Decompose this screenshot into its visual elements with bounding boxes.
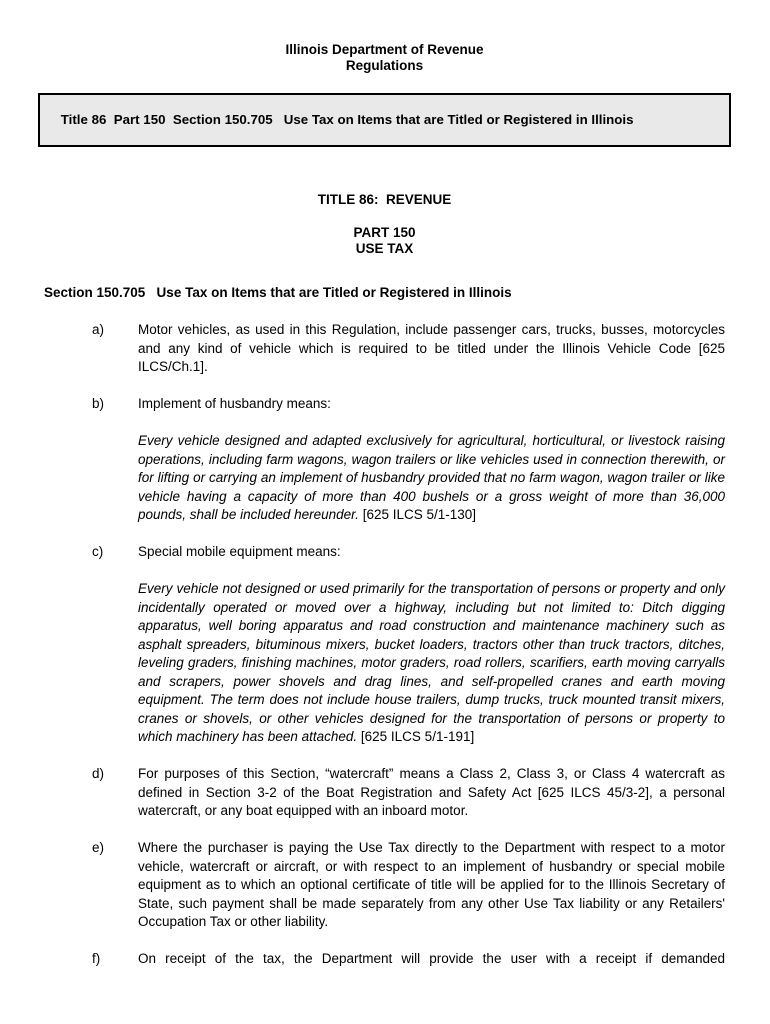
list-item-a: [92, 321, 725, 377]
part-heading-block: [44, 225, 725, 256]
list-item-e: [92, 839, 725, 932]
title-bar: [38, 93, 731, 147]
item-text-f: On receipt of the tax, the Department will provide the user with a receipt if demanded: [138, 951, 725, 966]
item-text-a: Motor vehicles, as used in this Regulation, include passenger cars, trucks, busses, motorcycles and any kind of vehicle which is required to be titled under the Illinois Vehicle Code [625 ILCS/Ch.1].: [138, 322, 725, 374]
item-label-b: b): [92, 396, 105, 411]
item-label-f: f): [92, 951, 101, 966]
item-text-b: Implement of husbandry means:: [138, 396, 331, 411]
section-heading: Section 150.705 Use Tax on Items that are Titled or Registered in Illinois: [44, 285, 512, 300]
header-line-1: Illinois Department of Revenue: [285, 42, 484, 57]
title-heading: TITLE 86: REVENUE: [317, 192, 452, 207]
list-item-b: [92, 395, 725, 414]
document-header: [44, 42, 725, 73]
definition-text-b: Every vehicle designed and adapted exclusively for agricultural, horticultural, or livestock raising operations, including farm wagons, wagon trailers or like vehicles used in connection therewith, or for lifting or carrying an implement of husbandry provided that no farm wagon, wagon trailer or like vehicle having a capacity of more than 400 bushels or a gross weight of more than 36,000 pounds, shall be included hereunder.: [138, 433, 725, 522]
list-item-c: [92, 543, 725, 562]
definition-text-c: Every vehicle not designed or used primarily for the transportation of persons or property and only incidentally operated or moved over a highway, including but not limited to: Ditch digging apparatus, well boring apparatus and road construction and maintenance machinery such as asphalt spreaders, bituminous mixers, bucket loaders, tractors other than truck tractors, ditches, leveling graders, finishing machines, motor graders, road rollers, scarifiers, earth moving carryalls and scrapers, power shovels and drag lines, and self-propelled cranes and earth moving equipment. The term does not include house trailers, dump trucks, truck mounted transit mixers, cranes or shovels, or other vehicles designed for the transportation of persons or property to which machinery has been attached.: [138, 581, 725, 744]
use-tax-heading: USE TAX: [355, 240, 414, 256]
list-item-f: [92, 950, 725, 969]
item-label-d: d): [92, 766, 105, 781]
citation-b: [625 ILCS 5/1-130]: [362, 507, 477, 522]
item-text-d: For purposes of this Section, “watercraft” means a Class 2, Class 3, or Class 4 watercraft as defined in Section 3-2 of the Boat Registration and Safety Act [625 ILCS 45/3-2], a personal watercraft, or any boat equipped with an inboard motor.: [138, 766, 725, 818]
header-line-2: Regulations: [345, 57, 424, 73]
part-heading: PART 150: [353, 225, 416, 240]
title-bar-text: Title 86 Part 150 Section 150.705 Use Tax on Items that are Titled or Registered in Illinois: [60, 112, 634, 127]
list-item-d: [92, 765, 725, 821]
definition-paragraph-c: [138, 580, 725, 747]
item-text-c: Special mobile equipment means:: [138, 544, 341, 559]
citation-c: [625 ILCS 5/1-191]: [360, 729, 475, 744]
item-label-c: c): [92, 544, 104, 559]
item-text-e: Where the purchaser is paying the Use Tax directly to the Department with respect to a motor vehicle, watercraft or aircraft, or with respect to an implement of husbandry or special mobile equipment as to which an optional certificate of title will be applied for to the Illinois Secretary of State, such payment shall be made separately from any other Use Tax liability or any Retailers' Occupation Tax or other liability.: [138, 840, 725, 929]
definition-paragraph-b: [138, 432, 725, 525]
item-label-e: e): [92, 840, 105, 855]
item-label-a: a): [92, 322, 105, 337]
